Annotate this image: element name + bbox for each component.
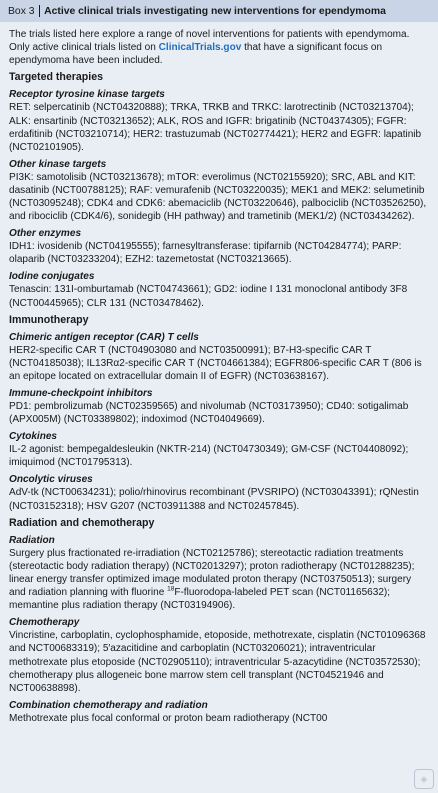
subheading-checkpoint: Immune-checkpoint inhibitors — [9, 388, 153, 400]
header-separator — [39, 5, 41, 17]
text-radiation — [9, 547, 429, 612]
text-rtk: RET: selpercatinib (NCT04320888); TRKA, TRKB and TRKC: larotrectinib (NCT03213704); ALK: ensartinib (NCT03213652); ALK, ROS and IGFR: brigatinib (NCT04374305); FGFR: erdafitinib (NCT03210714); HER2: trastuzumab (NCT02774421); HER2 and EGFR: lapatinib (NCT02101905). — [9, 102, 422, 153]
intro-text-2: that have a significant focus on ependymoma have been included. — [9, 42, 383, 67]
box-content — [0, 22, 438, 725]
text-chemotherapy: Vincristine, carboplatin, cyclophosphamide, etoposide, methotrexate, cisplatin (NCT01096368 and NCT00683319); 5′azacitidine and carboplatin (NCT03206021); intraventricular methotrexate plus etoposide (NCT02905110); intraventricular 5-azacytidine (NCT03572530); chemotherapy plus allogeneic bone marrow stem cell transplant (NCT04521946 and NCT00638898). — [9, 630, 426, 694]
clinicaltrials-link[interactable]: ClinicalTrials.gov — [158, 42, 242, 54]
text-cart: HER2-specific CAR T (NCT04903080 and NCT03500991); B7-H3-specific CAR T (NCT04185038); IL13Rα2-specific CAR T (NCT04661384); EGFR806-specific CAR T (806 is an epitope located on extracellular domain II of EGFR) (NCT03638167). — [9, 344, 422, 382]
text-combination: Methotrexate plus focal conformal or proton beam radiotherapy (NCT00 — [9, 712, 328, 724]
box-header — [0, 0, 438, 22]
subheading-cytokines: Cytokines — [9, 431, 58, 443]
section-heading-radiation-chemo: Radiation and chemotherapy — [9, 516, 155, 529]
watermark-logo-icon: ◈ — [414, 769, 434, 789]
subheading-iodine: Iodine conjugates — [9, 271, 95, 283]
subheading-other-kinase: Other kinase targets — [9, 158, 107, 170]
text-iodine: Tenascin: 131I-omburtamab (NCT04743661); GD2: iodine I 131 monoclonal antibody 3F8 (NCT00445965); CLR 131 (NCT03478462). — [9, 284, 408, 309]
intro-paragraph — [9, 28, 429, 67]
subheading-radiation: Radiation — [9, 534, 55, 546]
subheading-other-enzymes: Other enzymes — [9, 228, 82, 240]
box-title: Active clinical trials investigating new interventions for ependymoma — [44, 5, 386, 17]
subheading-chemotherapy: Chemotherapy — [9, 617, 80, 629]
text-other-kinase: PI3K: samotolisib (NCT03213678); mTOR: everolimus (NCT02155920); SRC, ABL and KIT: dasatinib (NCT00788125); RAF: vemurafenib (NCT03220035); MEK1 and MEK2: selumetinib (NCT03095248); CDK4 and CDK6: abemaciclib (NCT03220646), palbociclib (NCT03526250), and ribociclib (CDK4/6), sonidegib (HH pathway) and trametinib (MEK1/2) (NCT03434262). — [9, 171, 427, 223]
subheading-combination: Combination chemotherapy and radiation — [9, 699, 208, 711]
box-label: Box 3 — [8, 5, 35, 17]
text-oncolytic-viruses: AdV-tk (NCT00634231); polio/rhinovirus recombinant (PVSRIPO) (NCT03043391); rQNestin (NCT03152318); HSV G207 (NCT03911388 and NCT02457845). — [9, 487, 419, 512]
watermark — [414, 769, 434, 789]
text-radiation-b: F-fluorodopa-labeled PET scan (NCT01165632); memantine plus radiation therapy (NCT03194906). — [9, 587, 391, 612]
subheading-rtk: Receptor tyrosine kinase targets — [9, 89, 165, 101]
subheading-cart: Chimeric antigen receptor (CAR) T cells — [9, 331, 199, 343]
intro-text-1: The trials listed here explore a range of novel interventions for patients with ependymoma. Only active clinical trials listed on — [9, 29, 410, 54]
subheading-oncolytic-viruses: Oncolytic viruses — [9, 474, 93, 486]
text-radiation-sup: 18 — [167, 585, 175, 593]
text-other-enzymes: IDH1: ivosidenib (NCT04195555); farnesyltransferase: tipifarnib (NCT04284774); PARP: olaparib (NCT03233204); EZH2: tazemetostat (NCT03213665). — [9, 241, 402, 266]
section-heading-targeted: Targeted therapies — [9, 71, 103, 84]
text-radiation-a: Surgery plus fractionated re-irradiation (NCT02125786); stereotactic radiation treatments (stereotactic body radiation therapy) (NCT02013297); proton radiotherapy (NCT01288235); linear energy transfer optimized image modulated proton therapy (NCT03750513); surgery and radiation planning with fluorine — [9, 547, 415, 599]
section-heading-immunotherapy: Immunotherapy — [9, 313, 89, 326]
text-cytokines: IL-2 agonist: bempegaldesleukin (NKTR-214) (NCT04730349); GM-CSF (NCT04408092); imiquimod (NCT01795313). — [9, 444, 409, 469]
text-checkpoint: PD1: pembrolizumab (NCT02359565) and nivolumab (NCT03173950); CD40: sotigalimab (APX005M) (NCT03389802); indoximod (NCT04049669). — [9, 401, 409, 426]
